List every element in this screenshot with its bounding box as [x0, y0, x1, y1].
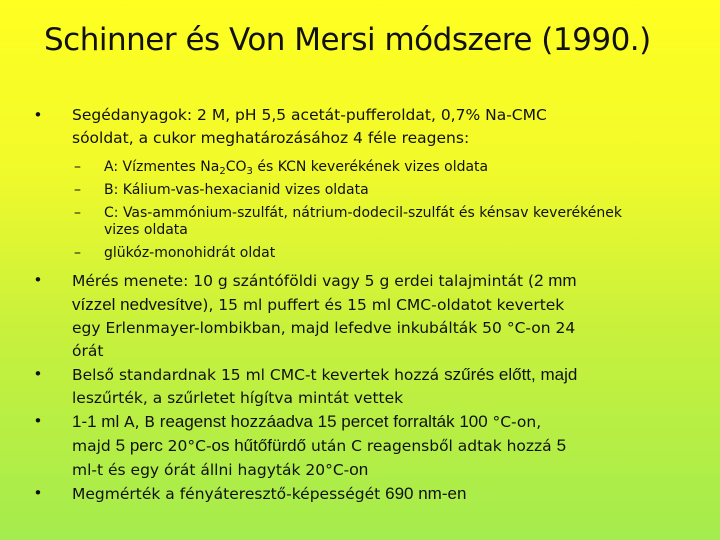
text-run: 1-1 ml: [72, 412, 124, 431]
dash-marker: –: [74, 182, 81, 198]
reagent-b-text: B: Kálium-vas-hexacianid vizes oldata: [104, 182, 369, 198]
bullet-reagents-line2: sóoldat, a cukor meghatározásához 4 féle reagens:: [72, 129, 470, 147]
reagent-a-text: CO: [225, 159, 247, 175]
text-run: on: [349, 460, 369, 479]
subscript: 2: [219, 166, 226, 177]
text-run: 5: [556, 436, 567, 455]
text-run: reagenst hozzáadva 15 percet forralták 100: [155, 412, 493, 431]
slide-content: [28, 104, 700, 506]
text-run: órát: [72, 342, 104, 360]
text-run: szűrés előtt, majd: [444, 365, 578, 384]
bullet-dot: •: [33, 365, 43, 383]
text-run: A, B: [123, 413, 156, 431]
bullet-procedure: [28, 269, 700, 363]
slide-title: Schinner és Von Mersi módszere (1990.): [44, 22, 651, 58]
reagent-b: [28, 179, 700, 202]
text-run: után C reagensből adtak hozzá: [306, 437, 557, 455]
reagent-glucose-text: glükóz-monohidrát oldat: [104, 245, 276, 261]
text-run: Mérés menete: 10 g szántóföldi vagy 5 g erdei talajmintát (: [72, 272, 535, 290]
reagent-c-text-cont: vizes oldata: [104, 222, 188, 238]
text-run: egy Erlenmayer-lombikban, majd lefedve inkubálták 50 °C-on 24: [72, 319, 576, 337]
reagent-glucose: [28, 242, 700, 265]
reagent-a: [28, 156, 700, 179]
reagent-a-text: és KCN keverékének vizes oldata: [252, 159, 489, 175]
text-run: 690 nm-en: [385, 484, 467, 503]
bullet-reagents: [28, 104, 700, 150]
bullet-dot: •: [33, 412, 43, 430]
text-run: vízzel nedvesítve: [72, 295, 203, 314]
text-run: majd: [72, 437, 116, 455]
bullet-dot: •: [33, 484, 43, 502]
text-run: 20°C-: [167, 437, 212, 455]
text-run: °C-on,: [492, 413, 542, 431]
text-run: 2 mm: [534, 271, 577, 290]
bullet-standard: [28, 363, 700, 410]
reagent-sublist: [28, 156, 700, 265]
text-run: Megmérték a fényáteresztő-képességét: [72, 485, 386, 503]
text-run: ml-t és egy órát állni hagyták 20°C-: [72, 461, 350, 479]
dash-marker: –: [74, 159, 81, 175]
text-run: os hűtőfürdő: [211, 436, 307, 455]
dash-marker: –: [74, 245, 81, 261]
text-run: leszűrték, a szűrletet hígítva mintát vettek: [72, 389, 404, 407]
bullet-reagent-addition: [28, 410, 700, 482]
reagent-c: [28, 202, 700, 239]
bullet-dot: •: [33, 106, 43, 124]
dash-marker: –: [74, 205, 81, 221]
bullet-reagents-line1: Segédanyagok: 2 M, pH 5,5 acetát-pufferoldat, 0,7% Na-CMC: [72, 106, 547, 124]
reagent-c-text: C: Vas-ammónium-szulfát, nátrium-dodecil-szulfát és kénsav keverékének: [104, 205, 622, 221]
reagent-a-text: A: Vízmentes Na: [104, 159, 220, 175]
text-run: Belső standardnak 15 ml CMC-t kevertek hozzá: [72, 366, 445, 384]
subscript: 3: [246, 166, 253, 177]
bullet-measurement: [28, 482, 700, 506]
text-run: 5 perc: [115, 436, 168, 455]
text-run: ), 15 ml puffert és 15 ml CMC-oldatot kevertek: [202, 296, 565, 314]
bullet-dot: •: [33, 271, 43, 289]
